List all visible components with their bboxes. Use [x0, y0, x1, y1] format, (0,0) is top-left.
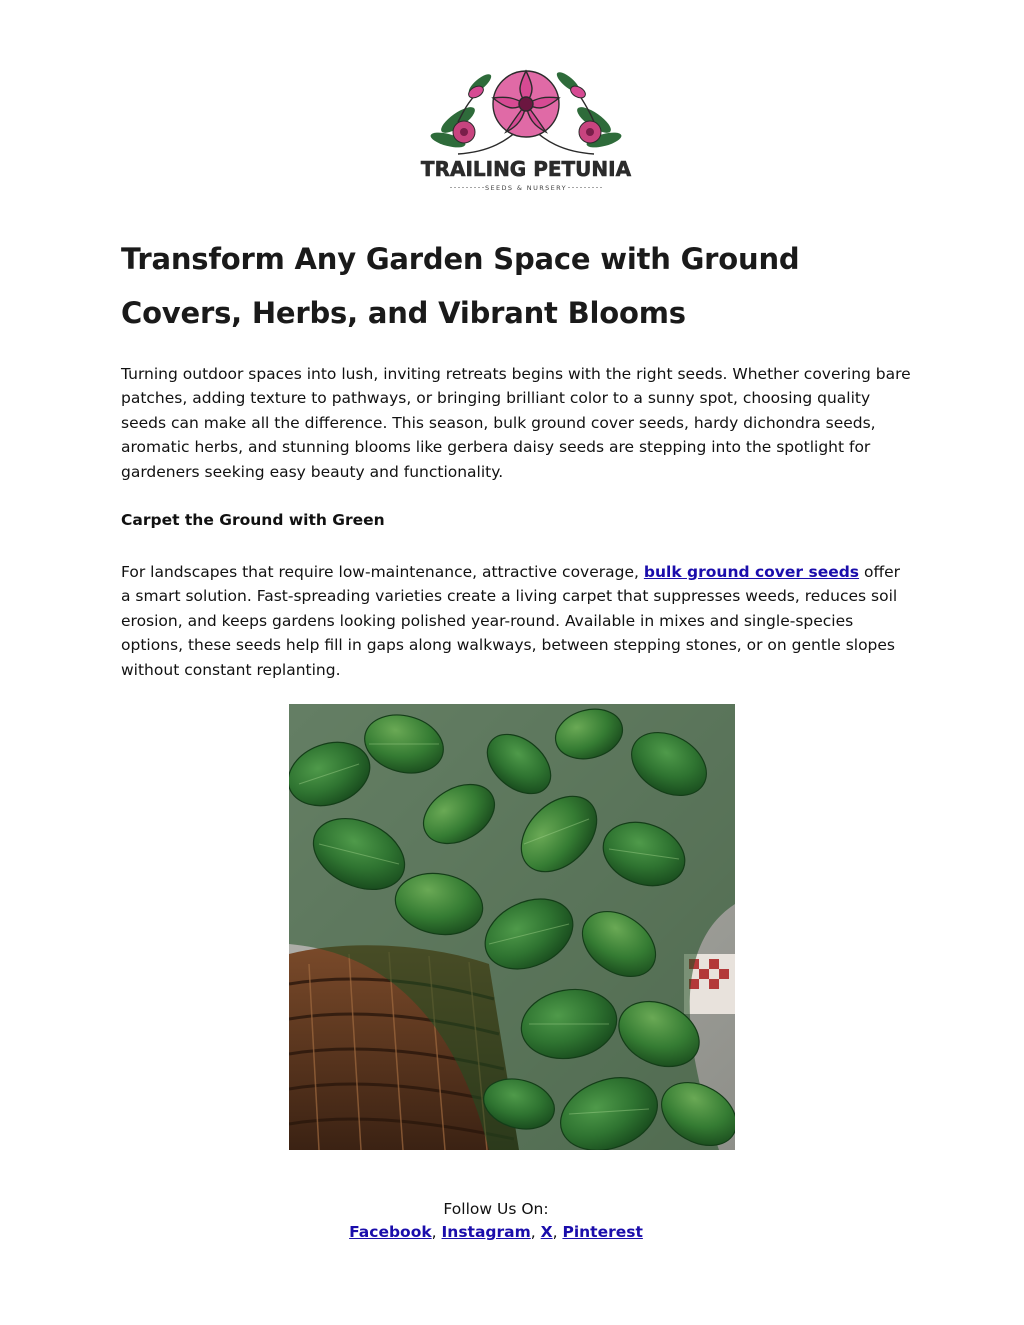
- facebook-link[interactable]: Facebook: [349, 1223, 432, 1241]
- brand-logo-name: TRAILING PETUNIA: [420, 157, 632, 181]
- social-separator: ,: [431, 1223, 442, 1241]
- pinterest-link[interactable]: Pinterest: [562, 1223, 643, 1241]
- x-link[interactable]: X: [540, 1223, 553, 1241]
- intro-paragraph: Turning outdoor spaces into lush, inviting retreats begins with the right seeds. Whether covering bare patches, adding texture to pathways, or bringing brilliant color to a sunny spot, choosing quality seeds can make all the difference. This season, bulk ground cover seeds, hardy dichondra seeds, aromatic herbs, and stunning blooms like gerbera daisy seeds are stepping into the spotlight for gardeners seeking easy beauty and functionality.: [121, 365, 911, 481]
- social-separator: ,: [530, 1223, 541, 1241]
- follow-us-label: Follow Us On:: [443, 1200, 549, 1218]
- social-separator: ,: [552, 1223, 563, 1241]
- section-heading: Carpet the Ground with Green: [121, 511, 385, 529]
- basil-photo: [289, 704, 735, 1150]
- section-paragraph: [121, 560, 911, 682]
- brand-logo-tagline: SEEDS & NURSERY: [484, 184, 568, 192]
- article-title: Transform Any Garden Space with Ground Covers, Herbs, and Vibrant Blooms: [121, 242, 800, 330]
- brand-logo: [418, 62, 634, 196]
- bulk-ground-cover-seeds-link[interactable]: bulk ground cover seeds: [643, 563, 860, 581]
- social-links: [0, 1220, 996, 1244]
- section-text-after: offer a smart solution. Fast-spreading varieties create a living carpet that suppresses weeds, reduces soil erosion, and keeps gardens looking polished year-round. Available in mixes and single-species options, these seeds help fill in gaps along walkways, between stepping stones, or on gentle slopes without constant replanting.: [121, 563, 901, 679]
- instagram-link[interactable]: Instagram: [441, 1223, 531, 1241]
- section-text-before: For landscapes that require low-maintenance, attractive coverage,: [121, 563, 644, 581]
